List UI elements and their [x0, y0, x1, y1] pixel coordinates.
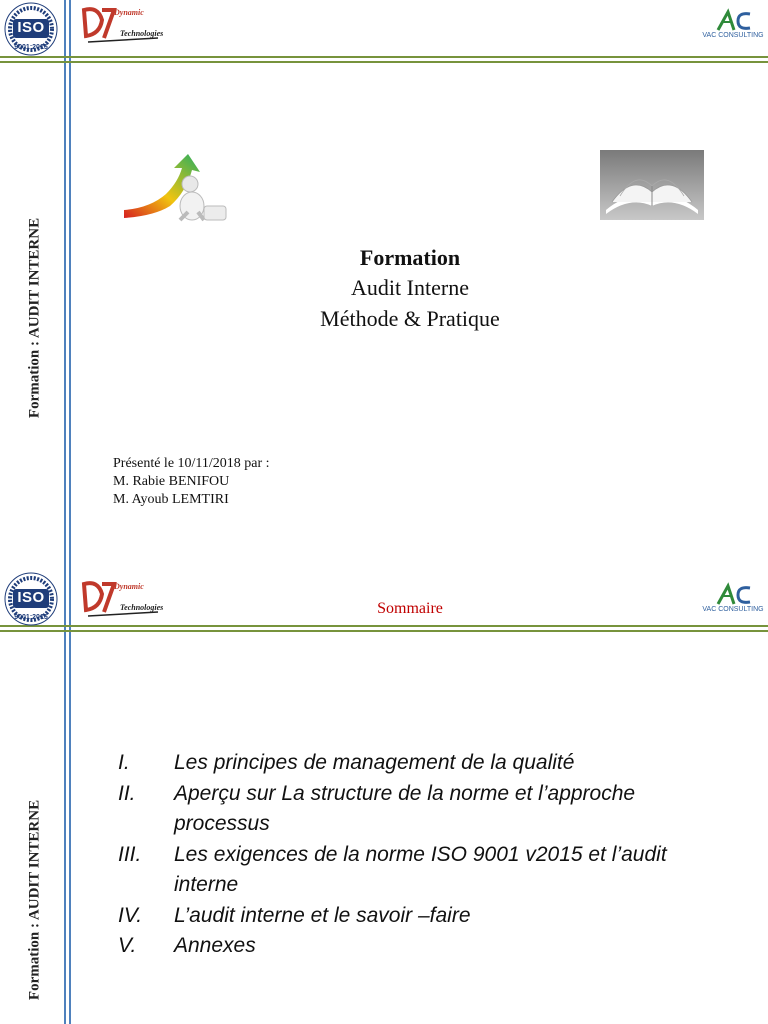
- logo-word-dynamic: Dynamic: [114, 582, 144, 591]
- dynamic-technologies-logo: [80, 578, 164, 622]
- toc-item: [118, 779, 738, 840]
- toc-item: [118, 901, 738, 932]
- table-of-contents: [118, 748, 738, 962]
- toc-text-line: Les principes de management de la qualité: [174, 751, 575, 774]
- blue-rule: [69, 0, 71, 512]
- olive-rule: [0, 630, 768, 632]
- toc-text-line: processus: [174, 812, 270, 835]
- toc-text-line: interne: [174, 873, 239, 896]
- slide-subtitle-line1: Audit Interne: [351, 275, 469, 300]
- slide-title-heading: Formation: [359, 245, 461, 270]
- iso-logo-text: ISO: [17, 589, 45, 606]
- sidebar-vertical-title-text: Formation : AUDIT INTERNE: [26, 799, 43, 1001]
- presenter-name: M. Ayoub LEMTIRI: [113, 492, 229, 507]
- slide-subtitle-line2: Méthode & Pratique: [320, 306, 500, 331]
- toc-number: IV.: [118, 903, 143, 927]
- olive-rule: [0, 56, 768, 58]
- toc-number: I.: [118, 751, 130, 774]
- slide-sommaire: [0, 512, 768, 1024]
- toc-item: [118, 840, 738, 901]
- logo-word-technologies: Technologies: [120, 29, 164, 38]
- slide-heading: Sommaire: [377, 600, 443, 617]
- iso-logo: [4, 2, 58, 56]
- title-block: [260, 243, 560, 335]
- toc-item: [118, 748, 738, 779]
- toc-number: V.: [118, 934, 137, 957]
- growth-arrow-illustration: [120, 150, 232, 228]
- olive-rule: [0, 625, 768, 627]
- toc-text-line: Aperçu sur La structure de la norme et l’approche: [174, 781, 636, 805]
- toc-text-line: L’audit interne et le savoir –faire: [174, 903, 471, 927]
- blue-rule: [69, 512, 71, 1024]
- blue-rule: [64, 0, 66, 512]
- open-book-illustration: [600, 150, 704, 220]
- iso-logo: [4, 572, 58, 626]
- presenter-name: M. Rabie BENIFOU: [113, 474, 230, 489]
- iso-standard-text: 9001:2015: [14, 614, 48, 621]
- toc-text-line: Les exigences de la norme ISO 9001 v2015 et l’audit: [174, 842, 667, 866]
- dynamic-technologies-logo: [80, 4, 164, 48]
- logo-word-dynamic: Dynamic: [114, 8, 144, 17]
- presenters-block: [113, 455, 270, 509]
- presented-date-line: Présenté le 10/11/2018 par :: [113, 456, 270, 471]
- toc-item: [118, 931, 738, 962]
- vac-logo-text: VAC CONSULTING: [702, 606, 764, 613]
- vac-consulting-logo: [700, 8, 766, 44]
- toc-number: II.: [118, 781, 136, 805]
- toc-number: III.: [118, 842, 142, 866]
- logo-word-technologies: Technologies: [120, 603, 164, 612]
- sidebar-vertical-title-text: Formation : AUDIT INTERNE: [26, 217, 43, 419]
- blue-rule: [64, 512, 66, 1024]
- vac-logo-text: VAC CONSULTING: [702, 32, 764, 39]
- toc-text-line: Annexes: [174, 934, 256, 957]
- vac-consulting-logo: [700, 582, 766, 618]
- iso-standard-text: 9001:2015: [14, 44, 48, 51]
- iso-logo-text: ISO: [17, 19, 45, 36]
- olive-rule: [0, 61, 768, 63]
